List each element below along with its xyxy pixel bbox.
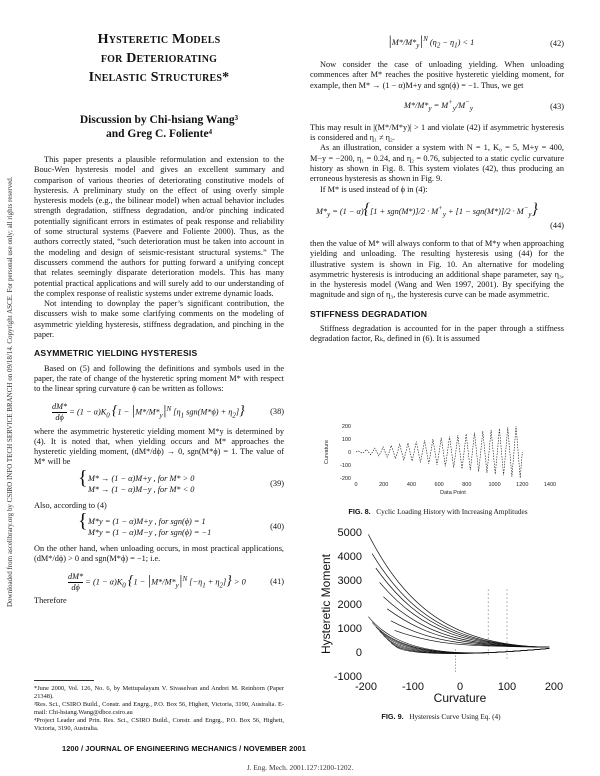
- fig9-ytick-label: 5000: [337, 527, 362, 539]
- citation: J. Eng. Mech. 2001.127:1200-1202.: [246, 763, 354, 772]
- fig9-ytick-label: 2000: [337, 599, 362, 611]
- title-line-2: for Deteriorating: [100, 51, 218, 66]
- footnote-1: *June 2000, Vol. 126, No. 6, by Mettupalayam V. Sivaselvan and Andrei M. Reinhorn (Paper 21348).: [34, 685, 284, 700]
- fig8-xtick-label: 400: [406, 482, 417, 488]
- equation-39: { M* → (1 − α)M+y , for M* > 0 M* → (1 − α)M−y , for M* < 0 (39): [78, 466, 284, 494]
- eq-41-number: (41): [270, 576, 284, 586]
- right-paragraph-6: Stiffness degradation is accounted for in the paper through a stiffness degradation factor, Rₖ, defined in (6). It is assumed: [310, 324, 564, 344]
- footnotes: [34, 680, 284, 733]
- fig8-ytick-label: 0: [347, 450, 351, 456]
- paragraph-6: On the other hand, when unloading occurs, in most practical applications, (dM*/dϕ) > 0 and sgn(M*ϕ) = −1; i.e.: [34, 544, 284, 564]
- paragraph-7: Therefore: [34, 595, 67, 605]
- fig9-xtick-label: 0: [456, 681, 464, 693]
- fig8-caption: [318, 507, 558, 516]
- eq-43-number: (43): [550, 101, 564, 111]
- eq-39-number: (39): [270, 478, 284, 488]
- equation-41: $\frac{dM*}{d\phi}$ = $(1 - \alpha)K_0$ {$1 - |M*/M*_y|^N$ $[-\eta_1 + \eta_2]\} > 0$ (41): [68, 571, 284, 592]
- eq-40-number: (40): [270, 522, 284, 532]
- fig8-xtick-label: 1200: [516, 482, 529, 488]
- fig8-ytick-label: 200: [341, 424, 351, 430]
- equation-38: $\frac{dM*}{d\phi}$ = $(1 - \alpha)K_0$ {$1 - |M*/M*_y|^N$ [$\eta_1$ $sgn(M*\phi) + \eta_2$]} (38): [52, 401, 284, 422]
- fig9-caption-label: FIG. 9.: [381, 712, 404, 721]
- equation-43: $M*/M*_y = M^+_y/M^-_y$ (43): [404, 98, 564, 113]
- paragraph-2: Not intending to downplay the paper’s significant contribution, the discussers wish to make some clarifying comments on the modeling of asymmetric yielding hysteresis, stiffness degradation, and pinching in the paper.: [34, 299, 284, 340]
- equation-40: { M*y = (1 − α)M+y , for sgn(ϕ) = 1 M*y = (1 − α)M−y , for sgn(ϕ) = −1 (40): [78, 510, 284, 538]
- paper-title: [34, 30, 284, 87]
- fig9-caption: [318, 712, 564, 721]
- eq-39-line-a: M* → (1 − α)M+y , for M* > 0: [88, 473, 195, 483]
- fig9-caption-text: Hysteresis Curve Using Eq. (4): [409, 712, 501, 721]
- eq-38-number: (38): [270, 406, 284, 416]
- footnote-3: ⁴Project Leader and Prin. Res. Sci., CSIRO Build., Constr. and Engrg., P.O. Box 56, Highett, Victoria, 3190, Australia.: [34, 717, 284, 732]
- section-heading-asymmetric: ASYMMETRIC YIELDING HYSTERESIS: [34, 348, 198, 359]
- fig9-ytick-label: -1000: [333, 671, 362, 683]
- fig9-ytick-label: 0: [355, 647, 362, 659]
- fig8-xtick-label: 1000: [488, 482, 501, 488]
- fig8-ytick-label: 100: [341, 437, 351, 443]
- left-column: [34, 30, 284, 606]
- fig9-upper-branch: [372, 554, 549, 648]
- fig9-xlabel: Curvature: [433, 691, 487, 705]
- fig8-xtick-label: 1400: [543, 482, 557, 488]
- download-watermark: Downloaded from ascelibrary.org by CSIRO INFO TECH SERVICE BRANCH on 09/18/14. Copyright ASCE. For personal use only; all rights reserved.: [6, 176, 14, 607]
- fig8-xtick-label: 600: [434, 482, 444, 488]
- paragraph-4: where the asymmetric hysteretic yielding moment M*y is determined by (4). It is noted that, when yielding occurs and M* approaches the hysteretic yielding moment, (dM*/dϕ) → 0, sgn(M*ϕ) = 1. The value of M* will be: [34, 426, 284, 467]
- fig8-caption-label: FIG. 8.: [348, 507, 371, 516]
- fig8-xlabel: Data Point: [440, 490, 466, 496]
- eq-42-number: (42): [550, 39, 564, 48]
- fig9-upper-branch: [380, 582, 550, 647]
- eq-40-line-b: M*y = (1 − α)M−y , for sgn(ϕ) = −1: [88, 528, 212, 538]
- fig8-xtick-label: 200: [379, 482, 389, 488]
- right-paragraph-4: If M* is used instead of ϕ in (4):: [320, 184, 428, 194]
- fig9-upper-branch: [376, 568, 549, 647]
- fig9-xtick-label: -200: [354, 681, 378, 693]
- intro-paragraph: This paper presents a plausible reformulation and extension to the Bouc-Wen hysteresis model and gives an excellent summary and comparison of various theories of deteriorating constitutive models of hysteresis. A preliminary study on the effect of using overly simple hysteresis models (e.g., the bilinear model) when actual behavior includes strength degradation, stiffness degradation, and/or pinching indicated potentially significant errors in estimates of peak response and reliability of some structural systems (Paevere and Foliente 2000). Thus, as the authors correctly stated, “such deterioration must be taken into account in the modeling and design of seismic-resistant structural systems.” The discussers commend the authors for putting forward a unifying concept that relates seemingly disparate deterioration models. This has many potential practical applications and will surely add to our understanding of the complex response of realistic systems under extreme dynamic loads.: [34, 155, 284, 298]
- authors: [34, 113, 284, 141]
- right-paragraph-5: then the value of M* will always conform to that of M*y when approaching yielding and unloading. The resulting hysteresis using (44) for the illustrative system is shown in Fig. 10. An alternative for modeling asymmetric hysteresis is introducing an additional shape parameter, say η₃, in the hysteresis model (Wang and Wen 1997, 2001). By specifying the magnitude and sign of η₃, the hysteresis curve can be made asymmetric.: [310, 238, 564, 300]
- footnote-rule: [34, 680, 94, 681]
- fig9-upper-branch: [391, 621, 549, 647]
- eq-39-line-b: M* → (1 − α)M−y , for M* < 0: [88, 484, 195, 494]
- eq-44-number: (44): [550, 220, 564, 230]
- fig8-ytick-label: -200: [339, 476, 351, 482]
- footnote-2: ³Res. Sci., CSIRO Build., Constr. and Engrg., P.O. Box 56, Highett, Victoria, 3190, Australia. E-mail: Chi-hsiang.Wang@dbce.csiro.au: [34, 701, 284, 716]
- fig9-lower-branch: [368, 617, 549, 653]
- fig9-chart: [318, 526, 564, 706]
- fig8-ylabel: Curvature: [324, 439, 330, 465]
- page-footer: 1200 / JOURNAL OF ENGINEERING MECHANICS / NOVEMBER 2001: [62, 744, 306, 753]
- right-paragraph-1: Now consider the case of unloading yielding. When unloading commences after M* reaches the positive hysteretic yielding moment, for example, then M* → (1 − α)M+y and sgn(ϕ) = −1. Thus, we get: [310, 60, 564, 90]
- fig9-xtick-label: -100: [401, 681, 425, 693]
- fig8-xtick-label: 800: [462, 482, 472, 488]
- fig9-ytick-label: 3000: [337, 575, 362, 587]
- fig8-chart: [318, 420, 558, 500]
- fig8-caption-text: Cyclic Loading History with Increasing Amplitudes: [376, 507, 528, 516]
- fig9-ylabel: Hysteretic Moment: [319, 553, 333, 655]
- eq-40-line-a: M*y = (1 − α)M+y , for sgn(ϕ) = 1: [88, 517, 206, 527]
- right-paragraph-2: This may result in |(M*/M*y)| > 1 and violate (42) if asymmetric hysteresis is considered and η₁ ≠ η₂.: [310, 122, 564, 143]
- fig8-xtick-label: 0: [354, 482, 358, 488]
- right-paragraph-3: As an illustration, consider a system with N = 1, K₀ = 5, M+y = 400, M−y = −200, η₁ = 0.24, and η₂ = 0.76, subjected to a static cyclic curvature history as shown in Fig. 8. This system violates (42), thus producing an erroneous hysteresis as shown in Fig. 9.: [310, 143, 564, 184]
- fig9-upper-branch: [368, 534, 549, 647]
- title-line-3: Inelastic Structures*: [88, 70, 230, 85]
- equation-44: $M*_y = (1 - \alpha)\{[1 + sgn(M*)]/2 \cdot M^+_y + [1 - sgn(M*)]/2 \cdot M^-_y\}$ (44): [316, 200, 564, 230]
- title-line-1: Hysteretic Models: [97, 32, 221, 47]
- section-heading-stiffness: STIFFNESS DEGRADATION: [310, 308, 428, 319]
- authors-line-1: Discussion by Chi-hsiang Wang³: [79, 114, 239, 126]
- fig9-ytick-label: 1000: [337, 623, 362, 635]
- paragraph-5: Also, according to (4): [34, 500, 107, 510]
- fig8-ytick-label: -100: [339, 463, 351, 469]
- paragraph-3: Based on (5) and following the definitions and symbols used in the paper, the rate of change of the hysteretic spring moment M* with respect to the linear spring curvature ϕ can be written as follows:: [34, 363, 284, 394]
- fig8-series-line: [356, 426, 522, 478]
- equation-42: $|M*/M*_y|^N$ $(\eta_2 - \eta_1) < 1$ (42): [388, 33, 564, 50]
- fig9-xtick-label: 200: [544, 681, 564, 693]
- right-column: [310, 32, 564, 345]
- authors-line-2: and Greg C. Foliente⁴: [105, 128, 213, 140]
- fig9-ytick-label: 4000: [337, 551, 362, 563]
- fig9-upper-branch: [387, 609, 549, 647]
- fig9-xtick-label: 100: [497, 681, 517, 693]
